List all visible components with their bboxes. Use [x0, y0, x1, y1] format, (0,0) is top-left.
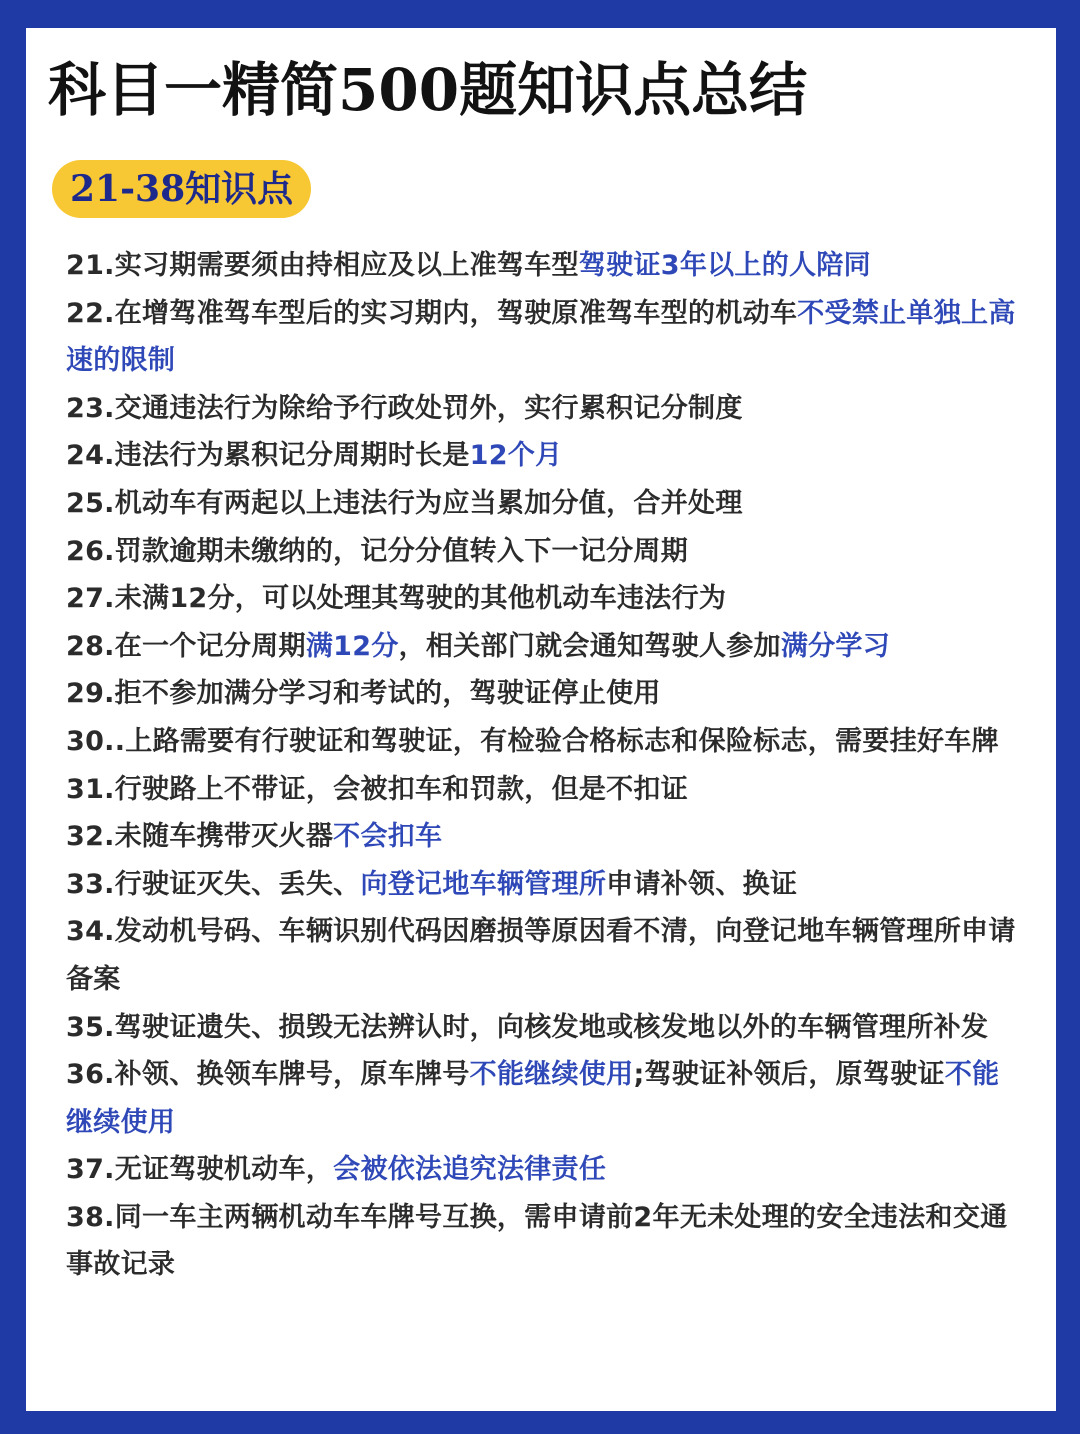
highlight-text: 12个月: [469, 440, 563, 472]
item-text: 32.未随车携带灭火器: [66, 821, 334, 853]
item-text: 27.未满12分，可以处理其驾驶的其他机动车违法行为: [66, 583, 727, 615]
item-text: 24.违法行为累积记分周期时长是: [66, 440, 470, 472]
list-item: [66, 908, 1026, 1003]
list-item: [66, 528, 1026, 576]
item-text: 23.交通违法行为除给予行政处罚外，实行累积记分制度: [66, 392, 743, 424]
item-text: 26.罚款逾期未缴纳的，记分分值转入下一记分周期: [66, 535, 689, 567]
highlight-text: 不能继续使用: [469, 1059, 634, 1091]
list-item: [66, 813, 1026, 861]
list-item: [66, 242, 1026, 290]
item-text: 申请补领、换证: [606, 868, 798, 900]
list-item: [66, 290, 1026, 385]
item-text: 21.实习期需要须由持相应及以上准驾车型: [66, 250, 579, 281]
list-item: [66, 1004, 1026, 1052]
item-text: ;驾驶证补领后，原驾驶证: [633, 1059, 945, 1091]
item-text: 28.在一个记分周期: [66, 630, 306, 662]
highlight-text: 驾驶证3年以上的人陪同: [578, 250, 871, 281]
knowledge-list: [66, 242, 1026, 1289]
list-item: [66, 385, 1026, 433]
list-item: [66, 480, 1026, 528]
list-item: [66, 623, 1026, 671]
item-text: 33.行驶证灭失、丢失、: [66, 868, 361, 900]
highlight-text: 不会扣车: [333, 821, 443, 853]
list-item: [66, 575, 1026, 623]
item-text: ，相关部门就会通知驾驶人参加: [398, 630, 781, 662]
list-item: [66, 670, 1026, 718]
highlight-text: 不受禁止单独上高速的限制: [66, 297, 1016, 377]
item-text: 36.补领、换领车牌号，原车牌号: [66, 1059, 470, 1091]
list-item: [66, 766, 1026, 814]
item-text: 30..上路需要有行驶证和驾驶证，有检验合格标志和保险标志，需要挂好车牌: [66, 725, 999, 757]
list-item: [66, 718, 1026, 766]
highlight-text: 不能继续使用: [66, 1059, 1000, 1138]
highlight-text: 满12分: [305, 630, 399, 662]
list-item: [66, 1146, 1026, 1194]
list-item: [66, 432, 1026, 480]
item-text: 34.发动机号码、车辆识别代码因磨损等原因看不清，向登记地车辆管理所申请备案: [66, 916, 1016, 995]
item-text: 38.同一车主两辆机动车车牌号互换，需申请前2年无未处理的安全违法和交通事故记录: [66, 1201, 1008, 1281]
item-text: 29.拒不参加满分学习和考试的，驾驶证停止使用: [66, 678, 661, 710]
highlight-text: 会被依法追究法律责任: [333, 1154, 607, 1186]
list-item: [66, 1194, 1026, 1289]
list-item: [66, 861, 1026, 909]
section-badge: 21-38知识点: [52, 160, 311, 218]
item-text: 35.驾驶证遗失、损毁无法辨认时，向核发地或核发地以外的车辆管理所补发: [66, 1011, 989, 1043]
page-title: 科目一精简500题知识点总结: [48, 56, 808, 124]
item-text: 25.机动车有两起以上违法行为应当累加分值，合并处理: [66, 487, 743, 519]
highlight-text: 向登记地车辆管理所: [360, 868, 607, 900]
item-text: 37.无证驾驶机动车，: [66, 1154, 334, 1186]
content-card: [26, 28, 1056, 1411]
item-text: 31.行驶路上不带证，会被扣车和罚款，但是不扣证: [66, 773, 689, 805]
list-item: [66, 1051, 1026, 1146]
highlight-text: 满分学习: [780, 630, 891, 662]
item-text: 22.在增驾准驾车型后的实习期内，驾驶原准驾车型的机动车: [66, 297, 798, 329]
